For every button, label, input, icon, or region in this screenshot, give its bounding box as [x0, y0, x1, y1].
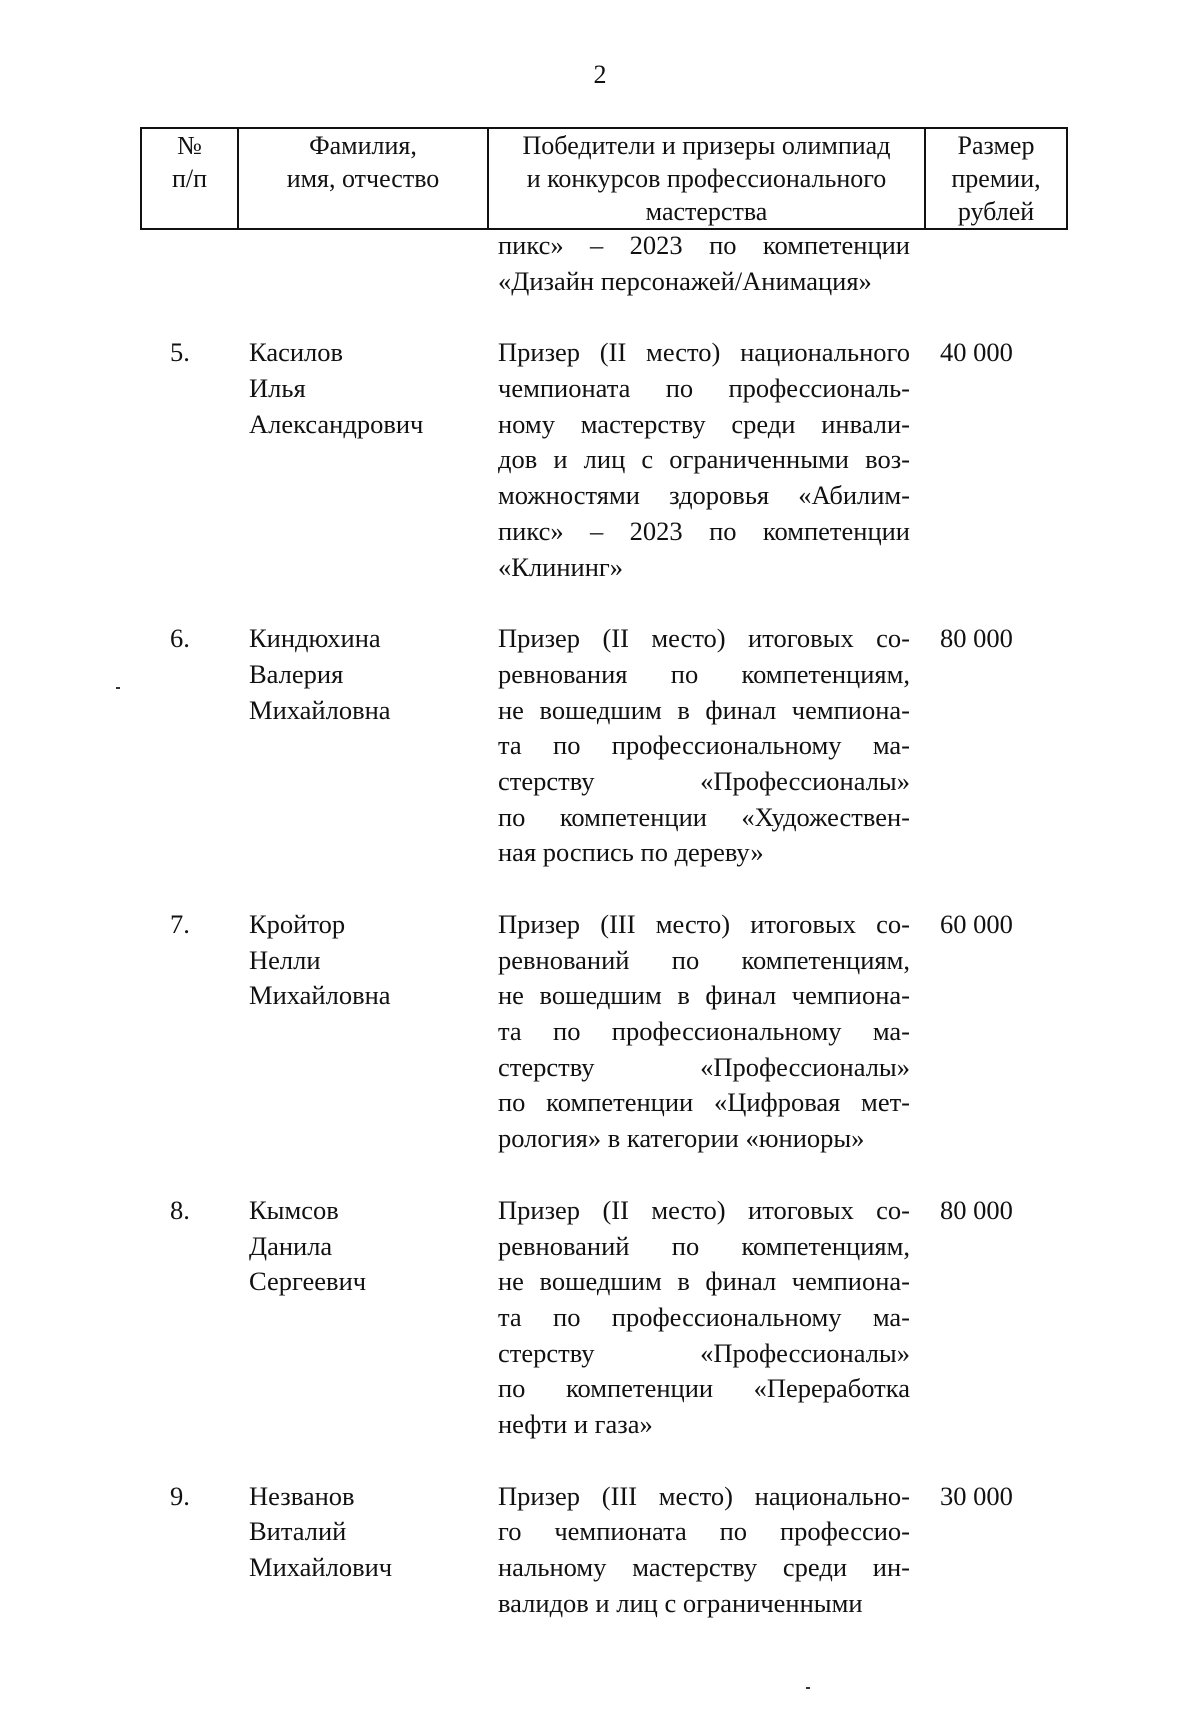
table-row — [140, 621, 1066, 871]
description-line: нальному мастерству среди ин- — [498, 1552, 910, 1582]
description-line: Призер (II место) итоговых со- — [498, 623, 910, 654]
description-line: стерству «Профессионалы» — [498, 1051, 910, 1082]
description-line: Призер (III место) национально- — [498, 1480, 910, 1511]
page-number: 2 — [593, 60, 607, 89]
continuation-row — [140, 228, 1066, 299]
description-cell — [487, 228, 924, 299]
award-amount: 30 000 — [940, 1480, 1013, 1511]
award-amount: 80 000 — [940, 623, 1013, 654]
description-line: валидов и лиц с ограниченными — [498, 1587, 863, 1618]
row-number: 5. — [170, 337, 190, 368]
header-cell-number — [141, 128, 238, 229]
name-line: Незванов — [249, 1480, 355, 1511]
description-line: «Клининг» — [498, 551, 623, 582]
header-text: п/п — [171, 164, 208, 193]
header-text: № — [177, 131, 202, 160]
header-text: премии, — [951, 164, 1041, 193]
description-line: Призер (II место) национального — [498, 337, 910, 368]
name-line: Валерия — [249, 658, 344, 689]
description-line: стерству «Профессионалы» — [498, 1337, 910, 1368]
description-line: «Дизайн персонажей/Анимация» — [498, 265, 872, 296]
description-line: та по профессиональному ма- — [498, 730, 910, 761]
name-line: Виталий — [249, 1516, 347, 1547]
award-description — [487, 907, 924, 1157]
award-description — [487, 1193, 924, 1443]
name-line: Илья — [249, 373, 306, 404]
table-header — [140, 127, 1068, 230]
description-line: ревнований по компетенциям, — [498, 1230, 910, 1261]
description-line: не вошедшим в финал чемпиона- — [498, 1266, 910, 1297]
description-line: нефти и газа» — [498, 1408, 653, 1439]
description-line: ному мастерству среди инвали- — [498, 408, 910, 439]
description-line: по компетенции «Переработка — [498, 1373, 910, 1404]
description-line: пикс» – 2023 по компетенции — [498, 515, 910, 546]
header-text: Фамилия, — [309, 131, 417, 160]
description-line: ревнования по компетенциям, — [498, 658, 910, 689]
header-text: рублей — [957, 197, 1035, 226]
description-line: та по профессиональному ма- — [498, 1301, 910, 1332]
description-line: ная роспись по дереву» — [498, 837, 764, 868]
row-number: 8. — [170, 1194, 190, 1225]
award-amount: 40 000 — [940, 337, 1013, 368]
name-line: Нелли — [249, 944, 321, 975]
description-line: Призер (III место) итоговых со- — [498, 909, 910, 939]
table-row — [140, 1479, 1066, 1622]
award-amount: 60 000 — [940, 909, 1013, 939]
person-name — [237, 621, 487, 728]
award-description — [487, 335, 924, 585]
name-line: Кымсов — [249, 1194, 339, 1225]
header-cell-description — [488, 128, 925, 229]
table-row — [140, 335, 1066, 585]
person-name — [237, 1479, 487, 1586]
name-line: Касилов — [249, 337, 344, 368]
award-description — [487, 1479, 924, 1622]
description-line: не вошедшим в финал чемпиона- — [498, 694, 910, 725]
name-line: Михайловна — [249, 694, 391, 725]
person-name — [237, 907, 487, 1014]
table-row — [140, 907, 1066, 1157]
header-cell-amount — [925, 128, 1067, 229]
header-cell-name — [238, 128, 488, 229]
scan-speck — [806, 1687, 810, 1689]
name-line: Михайлович — [249, 1552, 393, 1583]
description-line: ревнований по компетенциям, — [498, 944, 910, 975]
description-line: по компетенции «Цифровая мет- — [498, 1087, 910, 1118]
person-name — [237, 335, 487, 442]
table-row — [140, 1193, 1066, 1443]
scan-speck — [116, 687, 120, 689]
header-text: мастерства — [645, 197, 768, 226]
description-line: дов и лиц с ограниченными воз- — [498, 444, 910, 475]
row-number: 6. — [170, 623, 190, 654]
description-line: стерству «Профессионалы» — [498, 765, 910, 796]
header-text: Размер — [957, 131, 1035, 160]
name-line: Александрович — [249, 408, 424, 439]
description-line: чемпионата по профессиональ- — [498, 373, 910, 404]
description-line: не вошедшим в финал чемпиона- — [498, 980, 910, 1011]
name-line: Кройтор — [249, 909, 346, 939]
name-line: Киндюхина — [249, 623, 381, 654]
description-line: пикс» – 2023 по компетенции — [498, 230, 910, 260]
description-line: та по профессиональному ма- — [498, 1016, 910, 1047]
table-body — [140, 228, 1066, 1621]
name-line: Данила — [249, 1230, 333, 1261]
description-line: Призер (II место) итоговых со- — [498, 1194, 910, 1225]
award-description — [487, 621, 924, 871]
name-line: Сергеевич — [249, 1266, 367, 1297]
header-text: Победители и призеры олимпиад — [522, 131, 891, 160]
description-line: можностями здоровья «Абилим- — [498, 480, 910, 511]
row-number: 7. — [170, 909, 190, 939]
award-amount: 80 000 — [940, 1194, 1013, 1225]
row-number: 9. — [170, 1480, 190, 1511]
person-name — [237, 1193, 487, 1300]
description-line: рология» в категории «юниоры» — [498, 1123, 865, 1154]
description-line: по компетенции «Художествен- — [498, 801, 910, 832]
header-text: и конкурсов профессионального — [526, 164, 887, 193]
description-line: го чемпионата по профессио- — [498, 1516, 910, 1547]
name-line: Михайловна — [249, 980, 391, 1011]
header-text: имя, отчество — [286, 164, 440, 193]
